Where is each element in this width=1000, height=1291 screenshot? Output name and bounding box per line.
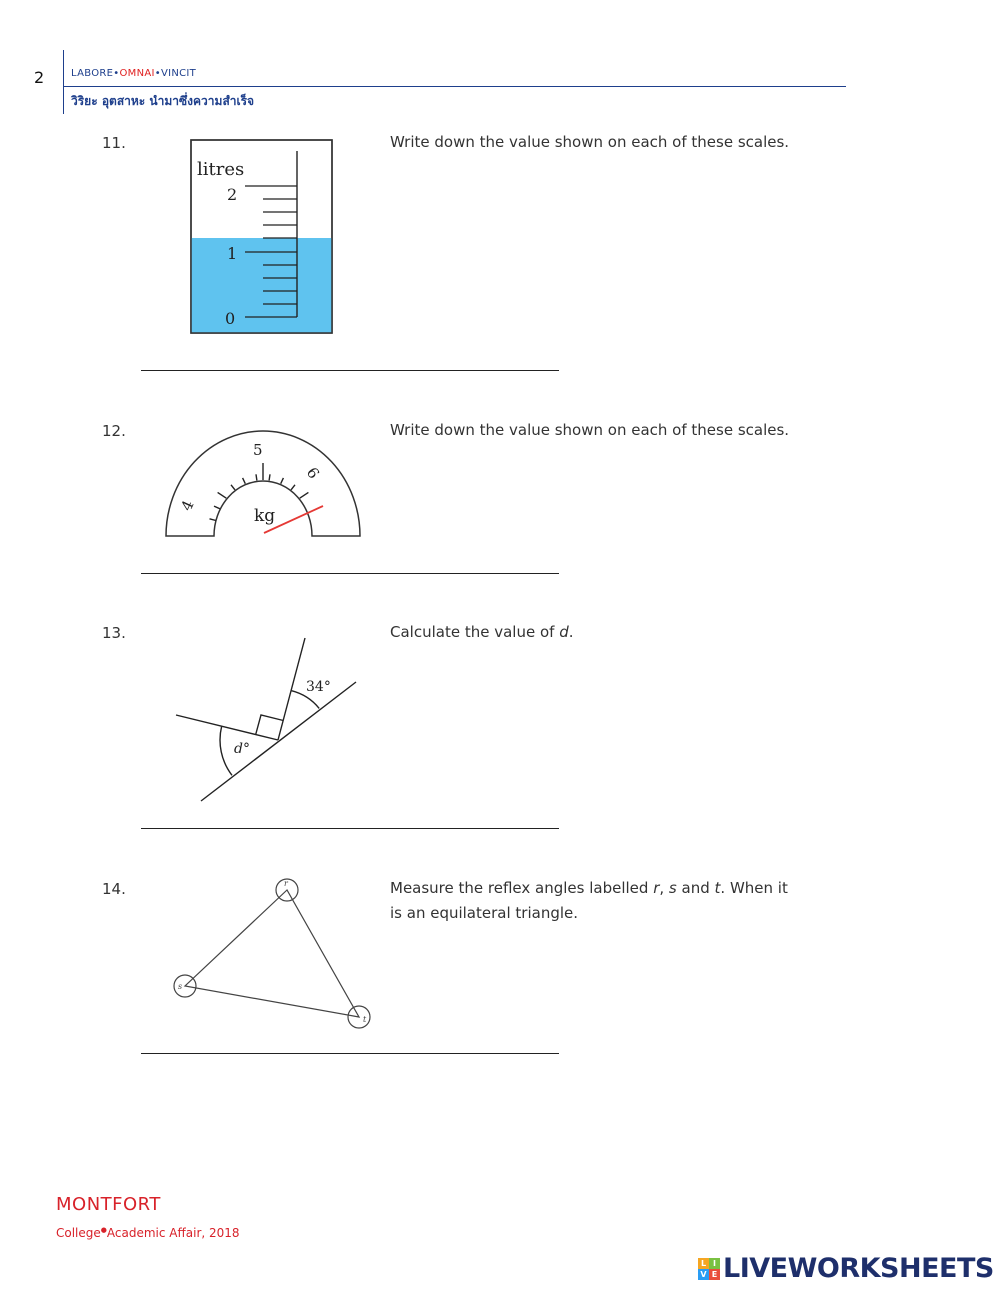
liveworksheets-logo-icon (698, 1258, 720, 1280)
question-11-number: 11. (102, 134, 126, 152)
q14-text-part: Measure the reflex angles labelled (390, 879, 654, 897)
answer-line-11[interactable] (141, 370, 559, 371)
motto-word-2: OMNAI (119, 68, 155, 79)
question-13-text (390, 620, 810, 645)
q14-text-part: . When it is an equilateral triangle. (390, 879, 788, 922)
jug-label-2: 2 (227, 185, 238, 204)
q14-var-t: t (714, 879, 721, 897)
q14-var-r: r (653, 879, 660, 897)
jug-label-0: 0 (225, 309, 236, 328)
motto-sep: • (113, 68, 120, 79)
question-14-text (390, 876, 800, 926)
header-vertical-rule (63, 50, 64, 114)
scale-label-4: 4 (177, 497, 198, 514)
vertex-label-r: r (284, 879, 288, 888)
scale-label-6: 6 (302, 463, 323, 483)
logo-letter-l: L (698, 1258, 709, 1269)
footer-affair: Academic Affair, 2018 (106, 1226, 240, 1240)
footer-subtitle: College●Academic Affair, 2018 (56, 1226, 240, 1240)
school-motto (71, 68, 196, 79)
motto-word-1: LABORE (71, 68, 114, 79)
footer-brand: MONTFORT (56, 1194, 161, 1215)
jug-unit-label: litres (197, 159, 245, 180)
question-12-number: 12. (102, 422, 126, 440)
scale-label-5: 5 (253, 441, 263, 459)
q14-text-part: , (659, 879, 669, 897)
q13-text-suffix: . (568, 623, 574, 641)
question-14-number: 14. (102, 880, 126, 898)
answer-line-14[interactable] (141, 1053, 559, 1054)
triangle-outline (185, 890, 359, 1017)
answer-line-12[interactable] (141, 573, 559, 574)
liveworksheets-watermark[interactable] (698, 1253, 994, 1284)
jug-label-1: 1 (227, 244, 238, 263)
left-ray (176, 715, 278, 740)
logo-letter-i: I (709, 1258, 720, 1269)
logo-letter-e: E (709, 1269, 720, 1280)
scale-unit-label: kg (254, 506, 276, 526)
question-13-number: 13. (102, 624, 126, 642)
vertex-label-s: s (178, 982, 183, 991)
angle-diagram-figure (170, 635, 365, 810)
q14-var-s: s (668, 879, 677, 897)
thai-slogan: วิริยะ อุตสาหะ นำมาซึ่งความสำเร็จ (71, 94, 255, 108)
footer-college: College (56, 1226, 101, 1240)
liveworksheets-text: LIVEWORKSHEETS (723, 1253, 994, 1284)
question-11-text: Write down the value shown on each of these scales. (390, 133, 790, 151)
motto-sep: • (154, 68, 161, 79)
measuring-jug-figure (185, 135, 340, 340)
logo-letter-v: V (698, 1269, 709, 1280)
motto-word-3: VINCIT (160, 68, 197, 79)
answer-line-13[interactable] (141, 828, 559, 829)
weighing-scale-figure (160, 420, 370, 545)
angle-label-34: 34° (306, 679, 331, 695)
base-line (201, 682, 356, 801)
header-horizontal-rule (64, 86, 846, 87)
page-number: 2 (34, 68, 45, 87)
q14-text-part: and (676, 879, 715, 897)
triangle-figure (165, 870, 380, 1040)
angle-arc-d (220, 726, 232, 775)
question-12-text: Write down the value shown on each of these scales. (390, 421, 790, 439)
q13-text-prefix: Calculate the value of (390, 623, 560, 641)
q13-text-var: d (559, 623, 569, 641)
right-angle-marker (256, 715, 284, 735)
angle-label-d: d° (234, 741, 250, 757)
vertex-label-t: t (363, 1015, 367, 1024)
